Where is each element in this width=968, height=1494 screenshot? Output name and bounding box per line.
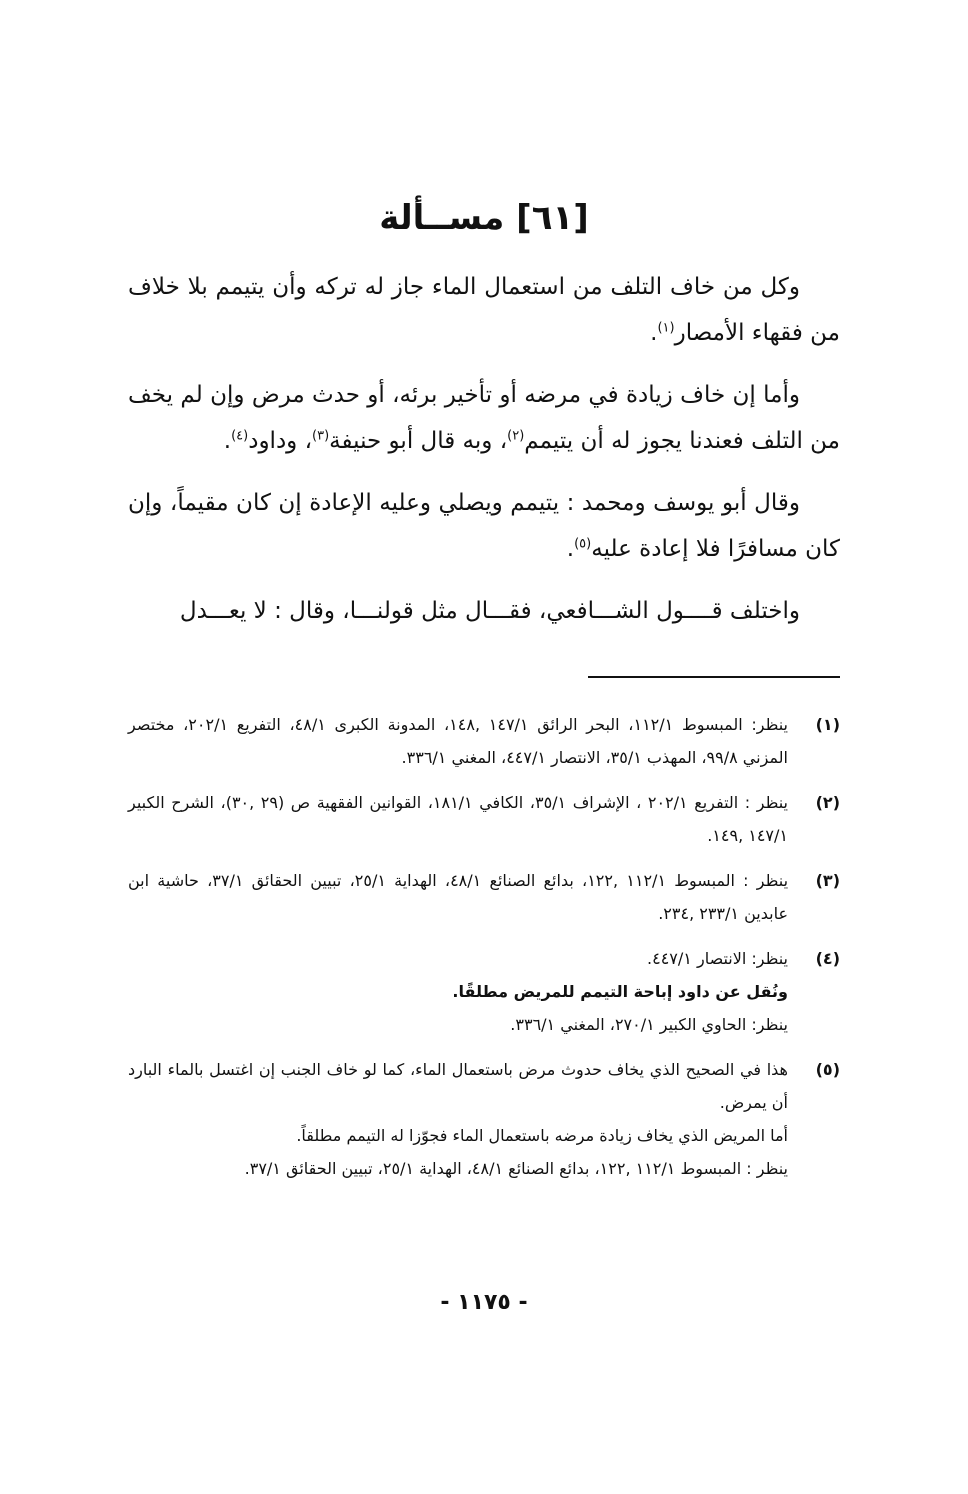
- paragraph-2: [128, 372, 840, 464]
- paragraph-1: [128, 264, 840, 356]
- footnote-5: [128, 1053, 840, 1185]
- paragraph-2-text-c: ، وداود: [248, 428, 313, 454]
- footnote-ref-2: (٢): [507, 428, 525, 444]
- footnote-ref-1: (١): [657, 320, 675, 336]
- paragraph-2-end: .: [223, 428, 232, 454]
- paragraph-1-end: .: [650, 320, 658, 346]
- footnote-body: [128, 864, 788, 930]
- footnotes: [128, 708, 840, 1197]
- footnote-line: أما المريض الذي يخاف زيادة مرضه باستعمال الماء فجوّزا له التيمم مطلقاً.: [296, 1126, 788, 1145]
- footnote-number: (٥): [815, 1060, 840, 1079]
- footnote-4: [128, 942, 840, 1041]
- footnote-body: [128, 708, 788, 774]
- page-number: - ١١٧٥ -: [440, 1290, 528, 1315]
- section-heading: [0, 196, 968, 240]
- footnote-2: [128, 786, 840, 852]
- footnote-3: [128, 864, 840, 930]
- footnote-line: ينظر : المبسوط ١١٢/١ ,١٢٢، بدائع الصنائع ٤٨/١، الهداية ٢٥/١، تبيين الحقائق ٣٧/١، حاشية ابن عابدين ٢٣٣/١ ,٢٣٤.: [128, 871, 789, 923]
- footnote-ref-3: (٣): [312, 428, 330, 444]
- footnote-line: ينظر: الانتصار ٤٤٧/١.: [647, 949, 788, 968]
- footnote-ref-4: (٤): [231, 428, 249, 444]
- footnote-1: [128, 708, 840, 774]
- paragraph-4-text: واختلف قــــول الشـــافعي، فقـــال مثل قولنـــا، وقال : لا يعـــدل: [179, 598, 800, 624]
- footnote-line: ينظر : المبسوط ١١٢/١ ,١٢٢، بدائع الصنائع ٤٨/١، الهداية ٢٥/١، تبيين الحقائق ٣٧/١.: [244, 1159, 788, 1178]
- footnote-number: (٣): [815, 871, 840, 890]
- footnote-line: ينظر: الحاوي الكبير ٢٧٠/١، المغني ٣٣٦/١.: [510, 1015, 788, 1034]
- paragraph-3-text: وقال أبو يوسف ومحمد : يتيمم ويصلي وعليه الإعادة إن كان مقيماً، وإن كان مسافرًا فلا إعادة عليه: [128, 490, 840, 562]
- footnote-body: [128, 942, 788, 1041]
- paragraph-4: [128, 588, 840, 634]
- footnote-number: (١): [815, 715, 840, 734]
- paragraph-2-text-a: وأما إن خاف زيادة في مرضه أو تأخير برئه، أو حدث مرض وإن لم يخف من التلف فعندنا يجوز له أن يتيمم: [128, 382, 840, 454]
- paragraph-1-text: وكل من خاف التلف من استعمال الماء جاز له تركه وأن يتيمم بلا خلاف من فقهاء الأمصار: [128, 274, 840, 346]
- footnote-line: هذا في الصحيح الذي يخاف حدوث مرض باستعمال الماء، كما لو خاف الجنب إن اغتسل بالماء البارد أن يمرض.: [128, 1060, 788, 1112]
- footnote-ref-5: (٥): [574, 536, 592, 552]
- paragraph-3-end: .: [566, 536, 575, 562]
- heading-number: [٦١]: [516, 198, 589, 238]
- footnote-body: [128, 786, 788, 852]
- footnote-line: ينظر: المبسوط ١١٢/١، البحر الرائق ١٤٧/١ ,١٤٨، المدونة الكبرى ٤٨/١، التفريع ٢٠٢/١، مختصر المزني ٩٩/٨، المهذب ٣٥/١، الانتصار ٤٤٧/١، المغني ٣٣٦/١.: [128, 715, 789, 767]
- footnote-number: (٢): [815, 793, 840, 812]
- paragraph-3: [128, 480, 840, 572]
- footnote-line: ينظر : التفريع ٢٠٢/١ ، الإشراف ٣٥/١، الكافي ١٨١/١، القوانين الفقهية ص (٢٩ ,٣٠)، الشرح الكبير ١٤٧/١ ,١٤٩.: [128, 793, 788, 845]
- footnote-line: ونُقل عن داود إباحة التيمم للمريض مطلقًا.: [452, 982, 788, 1001]
- footnote-number: (٤): [815, 949, 840, 968]
- heading-title: مســألة: [379, 198, 505, 238]
- footnote-body: [128, 1053, 788, 1185]
- main-text: [128, 264, 840, 650]
- footnote-separator: [588, 676, 840, 678]
- paragraph-2-text-b: ، وبه قال أبو حنيفة: [329, 428, 508, 454]
